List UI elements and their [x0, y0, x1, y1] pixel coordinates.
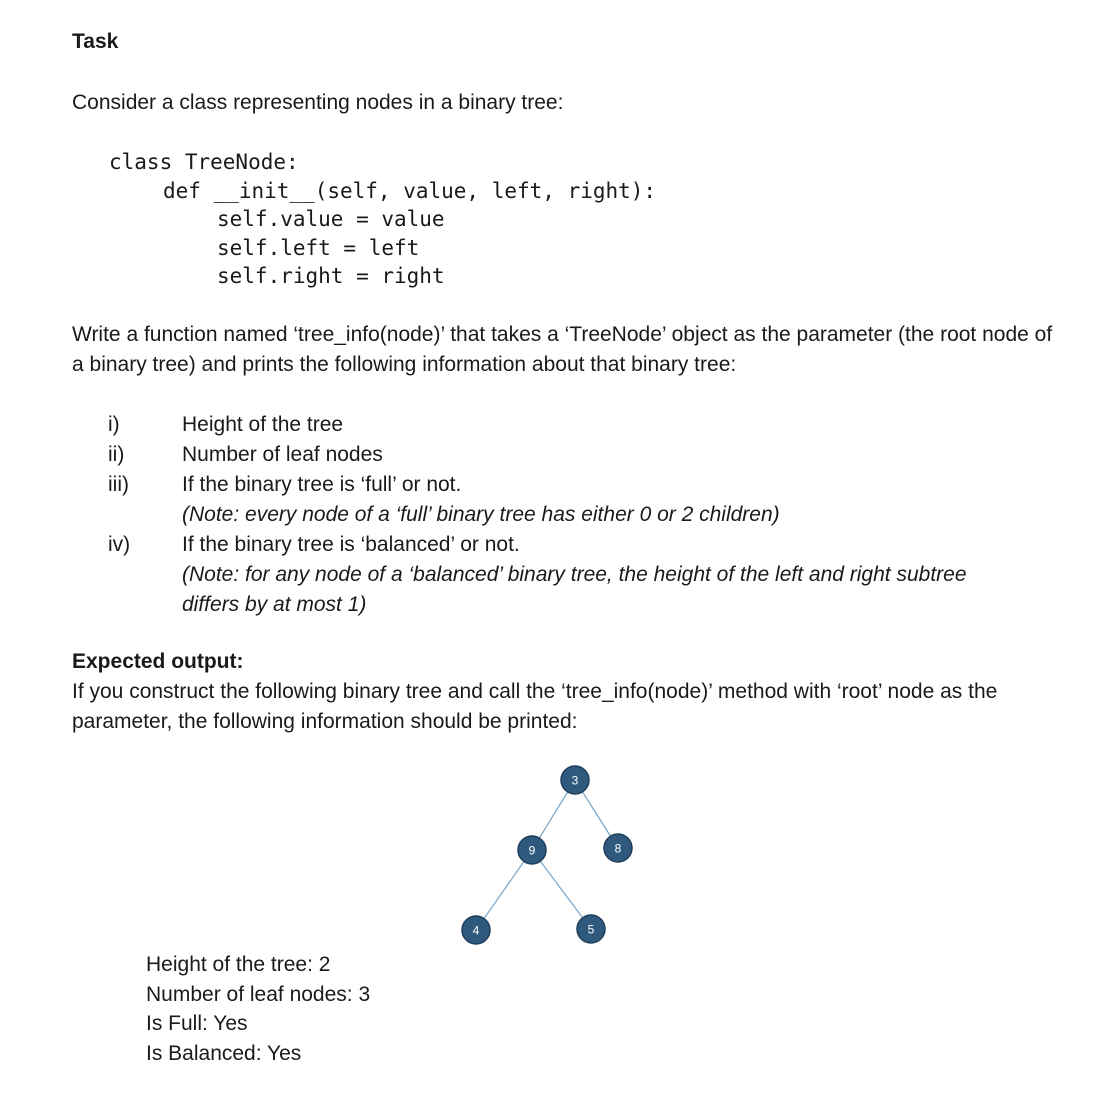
output-is-full: Is Full: Yes — [146, 1012, 248, 1035]
list-item-text: If the binary tree is ‘balanced’ or not. — [182, 533, 520, 556]
list-marker: iv) — [108, 533, 131, 556]
node-label-root: 3 — [571, 773, 579, 788]
tree-node-left-right — [577, 915, 605, 943]
node-label-left-left: 4 — [472, 923, 480, 938]
list-item-note: (Note: every node of a ‘full’ binary tree has either 0 or 2 children) — [182, 503, 780, 526]
output-height: Height of the tree: 2 — [146, 953, 331, 976]
list-item-text: If the binary tree is ‘full’ or not. — [182, 473, 462, 496]
edge-left-leftright — [532, 850, 591, 929]
tree-node-left-left — [462, 916, 490, 944]
list-item-text: Number of leaf nodes — [182, 443, 383, 466]
requirements-list — [108, 410, 1008, 620]
task-description: Write a function named ‘tree_info(node)’ that takes a ‘TreeNode’ object as the parameter (the root node of a binary tree) and prints the following information about that binary tree: — [72, 323, 1053, 376]
list-item-note: (Note: for any node of a ‘balanced’ binary tree, the height of the left and right subtree differs by at most 1) — [182, 563, 967, 616]
node-label-left-right: 5 — [587, 922, 595, 937]
list-item — [108, 440, 1008, 470]
code-line-def: def __init__(self, value, left, right): — [163, 178, 657, 203]
binary-tree-diagram — [440, 760, 660, 960]
output-leaf-count: Number of leaf nodes: 3 — [146, 982, 371, 1006]
node-label-left: 9 — [528, 843, 536, 858]
tree-node-root — [561, 766, 589, 794]
task-heading: Task — [72, 30, 119, 53]
output-is-balanced: Is Balanced: Yes — [146, 1041, 302, 1065]
code-line-value: self.value = value — [217, 207, 445, 231]
printed-output — [146, 950, 370, 1068]
list-marker: iii) — [108, 473, 129, 496]
list-item — [108, 530, 1008, 620]
tree-edges — [476, 780, 618, 930]
list-item — [108, 470, 1008, 530]
list-marker: ii) — [108, 443, 125, 466]
node-label-right: 8 — [614, 841, 622, 856]
tree-node-right — [604, 834, 632, 862]
code-line-right: self.right = right — [217, 264, 445, 288]
expected-output-description: If you construct the following binary tree and call the ‘tree_info(node)’ method with ‘root’ node as the parameter, the following information should be printed: — [72, 680, 998, 733]
list-item-text: Height of the tree — [182, 413, 344, 436]
tree-node-left — [518, 836, 546, 864]
expected-output-label: Expected output: — [72, 650, 244, 673]
code-line-left: self.left = left — [217, 235, 420, 260]
list-marker: i) — [108, 413, 120, 436]
code-block — [109, 148, 656, 291]
list-item — [108, 410, 1008, 440]
intro-paragraph: Consider a class representing nodes in a binary tree: — [72, 91, 564, 114]
code-line-class: class TreeNode: — [109, 150, 299, 174]
expected-output-section — [72, 647, 1062, 737]
